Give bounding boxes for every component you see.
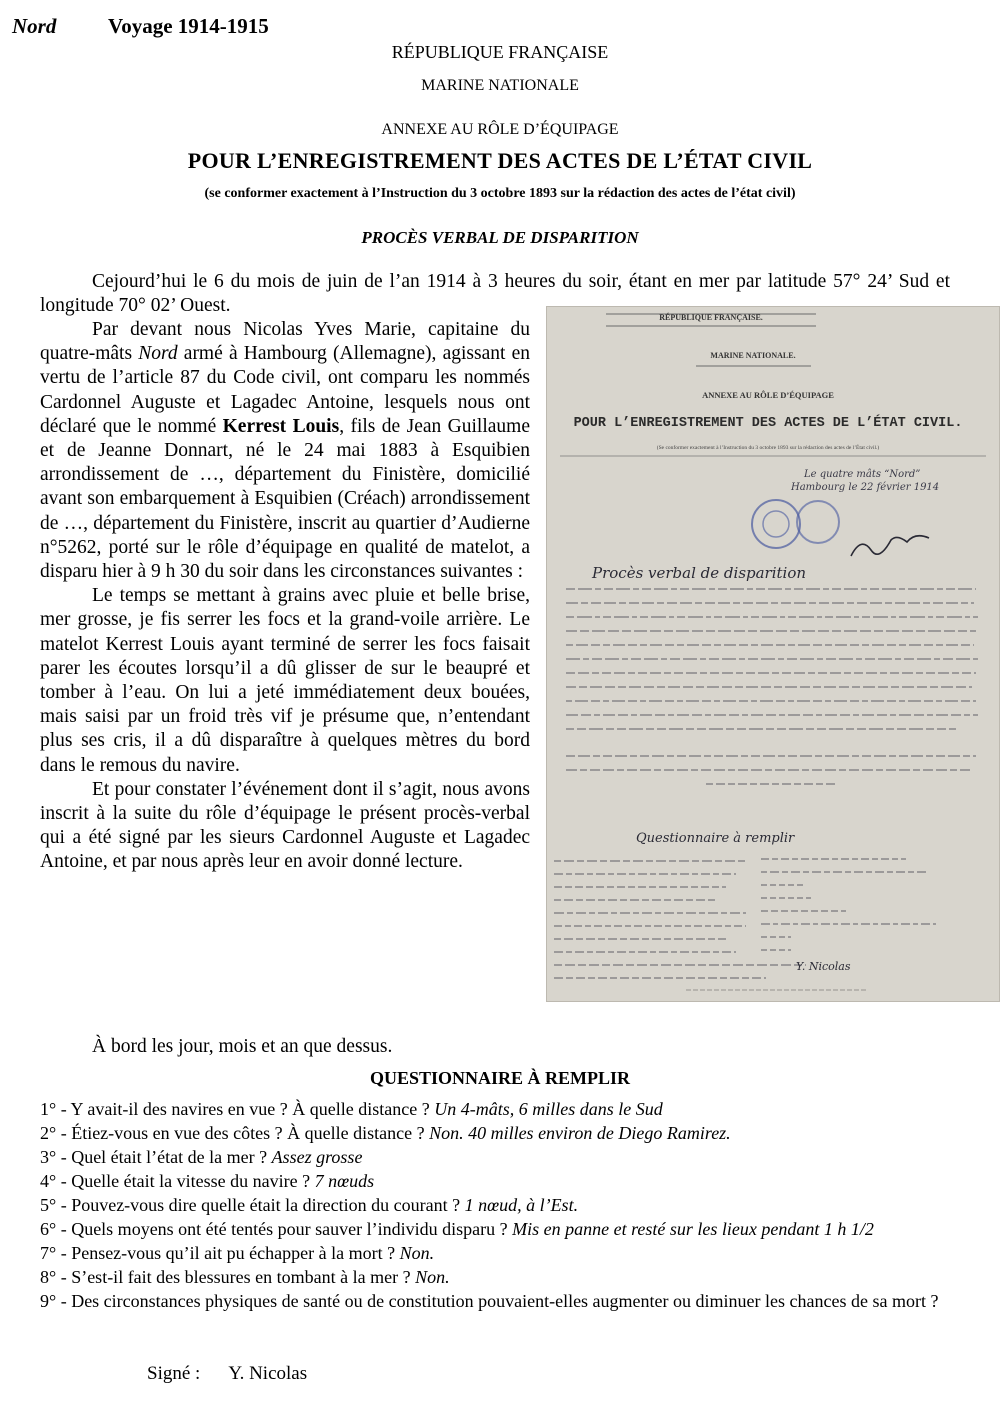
answer-1: Un 4-mâts, 6 milles dans le Sud (434, 1099, 663, 1119)
questionnaire-item-9: 9° - Des circonstances physiques de santé ou de constitution pouvaient-elles augmenter ou diminuer les chances de sa mort ? (40, 1291, 939, 1311)
answer-5: 1 nœud, à l’Est. (464, 1195, 579, 1215)
paragraph-circumstances: Le temps se mettant à grains avec pluie et belle brise, mer grosse, je fis serrer les focs et la grand-voile arrière. Le matelot Kerrest Louis ayant terminé de serrer les focs faisait parer les écoutes lorsqu’il a dû glisser de sur le beaupré et tomber à l’eau. On lui a jeté immédiatement deux bouées, mais saisi par un froid très vif je présume que, n’entendant plus ses cris, il a dû disparaître à quelques mètres du bord dans le remous du navire. (40, 585, 530, 776)
record-title: PROCÈS VERBAL DE DISPARITION (361, 228, 639, 247)
answer-2: Non. 40 milles environ de Diego Ramirez. (429, 1123, 731, 1143)
navy-heading: MARINE NATIONALE (421, 77, 579, 94)
signature-line (147, 1363, 307, 1385)
answer-8: Non. (415, 1267, 450, 1287)
missing-sailor-name: Kerrest Louis (222, 415, 340, 437)
photo-instruction: (Se conformer exactement à l’Instruction du 3 octobre 1893 sur la rédaction des actes de l’État civil.) (656, 445, 880, 451)
questionnaire-item-2: 2° - Étiez-vous en vue des côtes ? À quelle distance ? Non. 40 milles environ de Diego Ramirez. (40, 1123, 731, 1143)
annex-heading: ANNEXE AU RÔLE D’ÉQUIPAGE (381, 121, 619, 138)
photo-annex: ANNEXE AU RÔLE D’ÉQUIPAGE (702, 390, 834, 400)
answer-6: Mis en panne et resté sur les lieux pendant 1 h 1/2 (512, 1219, 874, 1239)
answer-7: Non. (399, 1243, 435, 1263)
questionnaire-item-3: 3° - Quel était l’état de la mer ? Assez grosse (40, 1147, 363, 1167)
photo-drawing (546, 306, 1000, 1002)
republic-heading: RÉPUBLIQUE FRANÇAISE (391, 42, 609, 62)
questionnaire-item-1: 1° - Y avait-il des navires en vue ? À quelle distance ? Un 4-mâts, 6 milles dans le Sud (40, 1099, 663, 1119)
ship-name-inline: Nord (138, 343, 178, 365)
signature-label: Signé : (147, 1363, 201, 1384)
questionnaire-title: QUESTIONNAIRE À REMPLIR (369, 1068, 631, 1088)
photo-q-script: Questionnaire à remplir (636, 831, 795, 846)
paragraph-record: Et pour constater l’événement dont il s’agit, nous avons inscrit à la suite du rôle d’équipage le présent procès-verbal qui a été signé par les sieurs Cardonnel Auguste et Lagadec Antoine, et par nous après leur en avoir donné lecture. (40, 778, 530, 873)
questionnaire-item-7: 7° - Pensez-vous qu’il ait pu échapper à la mort ? Non. (40, 1243, 435, 1263)
photo-title: POUR L’ENREGISTREMENT DES ACTES DE L’ÉTAT CIVIL. (573, 416, 963, 431)
signature-name: Y. Nicolas (228, 1363, 308, 1384)
photo-signature: Y. Nicolas (796, 960, 851, 973)
photo-pv-script: Procès verbal de disparition (592, 564, 807, 582)
paragraph-date-position: Cejourd’hui le 6 du mois de juin de l’an 1914 à 3 heures du soir, étant en mer par latitude 57° 24’ Sud et longitude 70° 02’ Ouest. (40, 271, 950, 317)
answer-4: 7 nœuds (314, 1171, 375, 1191)
voyage-label: Voyage 1914-1915 (108, 14, 269, 38)
photo-ship-note: Le quatre mâts “Nord” (804, 469, 921, 480)
answer-3: Assez grosse (271, 1147, 363, 1167)
original-document-photo (546, 306, 1000, 1002)
questionnaire-list (40, 1097, 960, 1313)
text-column (40, 318, 530, 875)
paragraph-closing: À bord les jour, mois et an que dessus. (92, 1036, 393, 1057)
document-title: POUR L’ENREGISTREMENT DES ACTES DE L’ÉTAT CIVIL (187, 148, 813, 173)
questionnaire-item-5: 5° - Pouvez-vous dire quelle était la direction du courant ? 1 nœud, à l’Est. (40, 1195, 579, 1215)
questionnaire-item-6: 6° - Quels moyens ont été tentés pour sauver l’individu disparu ? Mis en panne et resté sur les lieux pendant 1 h 1/2 (40, 1219, 874, 1239)
instruction-note: (se conformer exactement à l’Instruction du 3 octobre 1893 sur la rédaction des actes de l’état civil) (204, 186, 796, 201)
paragraph-declaration: Par devant nous Nicolas Yves Marie, capitaine du quatre-mâts Nord armé à Hambourg (Allemagne), agissant en vertu de l’article 87 du Code civil, ont comparu les nommés Cardonnel Auguste et Lagadec Antoine, lesquels nous ont déclaré que le nommé Kerrest Louis, fils de Jean Guillaume et de Jeanne Donnart, né le 24 mai 1883 à Esquibien arrondissement de …, département du Finistère, domicilié avant son embarquement à Esquibien (Créach) arrondissement de …, département du Finistère, inscrit au quartier d’Audierne n°5262, porté sur le rôle d’équipage en qualité de matelot, a disparu hier à 9 h 30 du soir dans les circonstances suivantes : (40, 319, 530, 583)
photo-republic: RÉPUBLIQUE FRANÇAISE. (659, 313, 763, 322)
questionnaire-item-4: 4° - Quelle était la vitesse du navire ? 7 nœuds (40, 1171, 375, 1191)
ship-name: Nord (12, 14, 57, 38)
photo-ship-note-2: Hambourg le 22 février 1914 (791, 482, 940, 493)
photo-navy: MARINE NATIONALE. (710, 351, 796, 360)
questionnaire-item-8: 8° - S’est-il fait des blessures en tombant à la mer ? Non. (40, 1267, 450, 1287)
